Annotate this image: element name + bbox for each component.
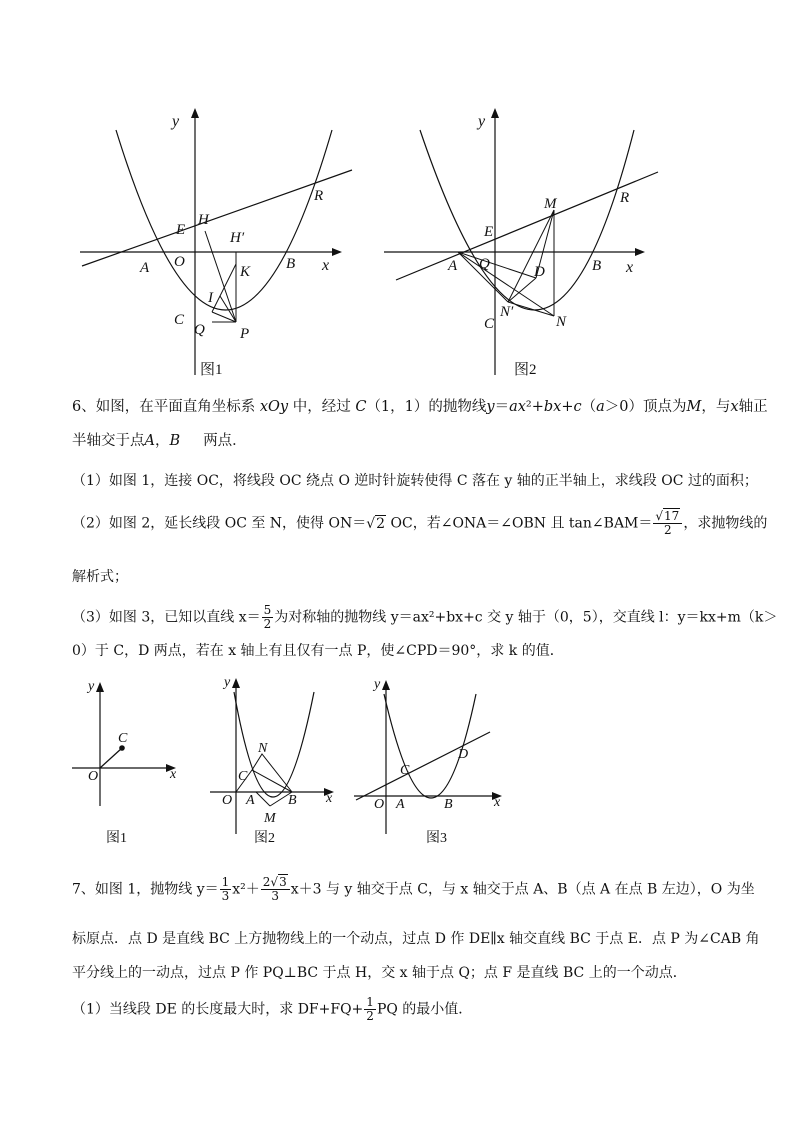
p6-q3-text: （3）如图 3，已知以直线 x＝ <box>72 609 261 626</box>
label-c: C <box>174 312 185 328</box>
label-y: y <box>374 677 381 692</box>
top-figure-2 <box>380 100 680 390</box>
label-h-prime: H′ <box>230 230 245 246</box>
label-a: A <box>246 793 255 808</box>
frac-num: 1 <box>366 995 374 1009</box>
p6-m: M <box>686 399 702 415</box>
label-a: A <box>140 260 150 276</box>
point-c <box>119 745 125 751</box>
p6-q3-text: 0）于 C，D 两点，若在 x 轴上有且仅有一点 P，使∠CPD＝90°，求 k 的值． <box>72 643 564 659</box>
p6-eq: y <box>486 399 495 415</box>
label-d: D <box>534 264 545 280</box>
label-d: D <box>458 747 469 762</box>
p7-text: 7、如图 1，抛物线 y＝ <box>72 881 219 898</box>
problem6-q1 <box>72 470 758 492</box>
caption-fig2: 图2 <box>254 831 275 846</box>
label-m: M <box>544 196 557 212</box>
problem7-line3 <box>72 962 732 984</box>
x-axis-arrow <box>332 248 342 256</box>
label-i: I <box>208 290 213 306</box>
frac-den: 3 <box>221 889 230 903</box>
label-a: A <box>448 258 458 274</box>
frac-den: 3 <box>271 889 280 903</box>
y-axis-arrow <box>191 108 199 118</box>
y-axis-arrow <box>382 680 390 690</box>
problem6-intro-line1: 6、如图，在平面直角坐标系 xOy 中，经过 C（1，1）的抛物线y＝ax²+bx+c（a＞0）顶点为M，与x轴正 <box>72 399 768 415</box>
label-y: y <box>478 113 486 130</box>
frac-num: 17 <box>664 509 680 523</box>
p6-text: ＞0）顶点为 <box>604 399 687 415</box>
frac-den: 2 <box>664 523 672 537</box>
label-n: N <box>258 741 268 756</box>
frac-num: 2 <box>262 875 271 889</box>
p6-text: （ <box>581 399 597 415</box>
label-e: E <box>176 222 186 238</box>
segment-dn-prime <box>508 278 536 302</box>
p6-c: C <box>355 399 367 415</box>
label-n-prime: N′ <box>500 304 514 320</box>
caption-fig1: 图1 <box>200 362 223 378</box>
frac-num-sqrt: 3 <box>279 875 287 889</box>
p6-text: 轴正 <box>738 399 768 415</box>
label-e: E <box>484 224 494 240</box>
p6-text: 6、如图，在平面直角坐标系 <box>72 399 256 415</box>
label-y: y <box>88 679 95 694</box>
label-h: H <box>198 212 209 228</box>
frac-den: 2 <box>263 617 272 631</box>
label-c: C <box>118 731 128 746</box>
y-axis-arrow <box>232 678 240 688</box>
p6-q2-text: ，求抛物线的 <box>683 515 768 532</box>
problem6-q3-cont <box>72 640 732 662</box>
label-p: P <box>240 326 250 342</box>
parabola <box>420 130 634 310</box>
label-x: x <box>494 795 501 810</box>
p7-text: x＋3 与 y 轴交于点 C，与 x 轴交于点 A、B（点 A 在点 B 左边），O 为坐 <box>290 881 755 898</box>
label-r: R <box>314 188 324 204</box>
p6-text: （1，1）的抛物线 <box>366 399 487 415</box>
label-o: O <box>374 797 385 812</box>
top-figure-1 <box>70 100 370 390</box>
mid-figure-2 <box>206 672 346 852</box>
p7-q1-text: PQ 的最小值． <box>376 1001 473 1018</box>
p6-a: a <box>596 399 605 415</box>
segment-oc <box>100 748 122 768</box>
p6-text: 半轴交于点 <box>72 433 145 449</box>
label-o: O <box>174 254 185 270</box>
segment-ad <box>458 252 536 278</box>
caption-fig1: 图1 <box>106 831 127 846</box>
y-axis-arrow <box>96 682 104 692</box>
caption-fig3: 图3 <box>426 831 447 846</box>
problem7-line1 <box>72 875 755 903</box>
p6-x: x <box>730 399 739 415</box>
p6-eq: ax <box>509 399 526 415</box>
segment-am <box>256 792 270 806</box>
p6-xoy: xOy <box>259 399 289 415</box>
frac-sqrt17-over-2 <box>653 510 682 537</box>
y-axis-arrow <box>491 108 499 118</box>
p7-text: 标原点．点 D 是直线 BC 上方抛物线上的一个动点，过点 D 作 DE∥x 轴交直线 BC 于点 E．点 P 为∠CAB 角 <box>72 931 760 947</box>
mid-figure-3 <box>350 672 520 852</box>
p7-text: x²＋ <box>232 881 260 898</box>
p6-text: 中，经过 <box>292 399 351 415</box>
p6-ab: B <box>169 433 181 449</box>
frac-den: 2 <box>366 1009 374 1023</box>
label-b: B <box>592 258 602 274</box>
problem6-q3 <box>72 603 778 631</box>
problem6-intro-line2: 半轴交于点A，B 两点． <box>72 433 247 449</box>
segment-kq <box>212 264 236 312</box>
segment-n-prime-n <box>508 302 554 316</box>
p6-text: 两点． <box>203 433 247 449</box>
caption-fig2: 图2 <box>514 362 537 378</box>
mid-figure-1 <box>66 672 196 852</box>
sqrt-2 <box>366 515 386 532</box>
label-b: B <box>288 793 297 808</box>
label-q: Q <box>479 256 490 272</box>
x-axis-arrow <box>635 248 645 256</box>
label-x: x <box>626 259 634 276</box>
label-y: y <box>172 113 180 130</box>
label-x: x <box>322 257 330 274</box>
label-m: M <box>264 811 276 826</box>
label-o: O <box>222 793 233 808</box>
frac-5-over-2 <box>262 604 274 631</box>
sqrt-2-value: 2 <box>376 515 386 532</box>
frac-2sqrt3-over-3 <box>261 876 290 903</box>
frac-1-over-3 <box>220 876 232 903</box>
label-x: x <box>170 767 177 782</box>
p7-text: 平分线上的一动点，过点 P 作 PQ⊥BC 于点 H，交 x 轴于点 Q；点 F 是直线 BC 上的一个动点． <box>72 965 687 981</box>
p6-q2-text: OC，若∠ONA＝∠OBN 且 tan∠BAM＝ <box>390 515 653 532</box>
label-a: A <box>396 797 405 812</box>
p7-q1-text: （1）当线段 DE 的长度最大时，求 DF+FQ+ <box>72 1001 364 1018</box>
p6-eq: bx <box>543 399 562 415</box>
p6-q3-text: 为对称轴的抛物线 y＝ax²+bx+c 交 y 轴于（0，5），交直线 l：y＝kx+m（k＞ <box>274 609 778 626</box>
label-b: B <box>444 797 453 812</box>
frac-num: 5 <box>263 603 272 617</box>
label-k: K <box>240 264 251 280</box>
problem7-q1 <box>72 996 732 1023</box>
problem6-q2-cont <box>72 566 732 588</box>
label-n: N <box>556 314 567 330</box>
problem7-line2 <box>72 928 760 950</box>
label-x: x <box>326 791 333 806</box>
label-c: C <box>238 769 248 784</box>
p6-q1-text: （1）如图 1，连接 OC，将线段 OC 绕点 O 逆时针旋转使得 C 落在 y 轴的正半轴上，求线段 OC 过的面积； <box>72 473 758 489</box>
p6-ab: A <box>144 433 155 449</box>
p6-text: ，与 <box>701 399 731 415</box>
label-r: R <box>620 190 630 206</box>
p6-eq: c <box>573 399 582 415</box>
p6-q2-text: （2）如图 2，延长线段 OC 至 N，使得 ON＝ <box>72 515 367 532</box>
frac-1-over-2 <box>364 996 376 1023</box>
problem6-q2 <box>72 509 768 537</box>
label-y: y <box>224 675 231 690</box>
label-b: B <box>286 256 296 272</box>
label-o: O <box>88 769 99 784</box>
p6-q2-text: 解析式； <box>72 569 128 585</box>
label-c: C <box>400 763 410 778</box>
label-c: C <box>484 316 495 332</box>
parabola <box>116 130 332 310</box>
frac-num: 1 <box>221 875 230 889</box>
label-q: Q <box>194 322 205 338</box>
line-l <box>356 732 490 800</box>
